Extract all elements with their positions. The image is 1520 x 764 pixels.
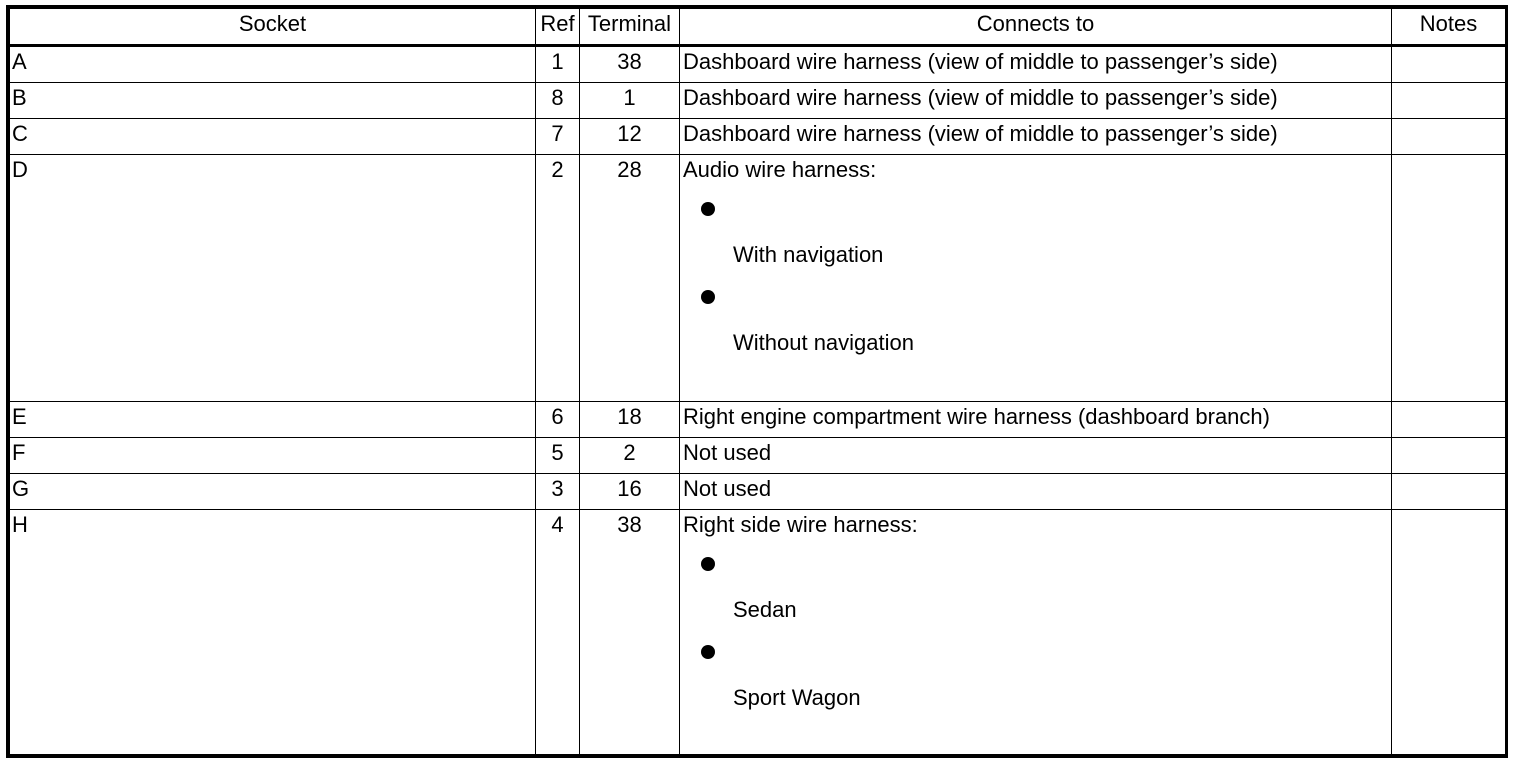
- ref-cell: 2: [536, 155, 580, 402]
- socket-cell: A: [10, 46, 536, 83]
- connects-to-cell: [680, 155, 1392, 402]
- terminal-cell: 1: [580, 83, 680, 119]
- socket-cell: G: [10, 474, 536, 510]
- table-row: [10, 474, 1506, 510]
- bullet-icon: [701, 557, 715, 571]
- bullet-icon: [701, 202, 715, 216]
- notes-cell: [1392, 83, 1506, 119]
- notes-cell: [1392, 119, 1506, 155]
- terminal-cell: 12: [580, 119, 680, 155]
- table-row: [10, 119, 1506, 155]
- bullet-list: [683, 202, 1391, 361]
- terminal-cell: 2: [580, 438, 680, 474]
- connects-to-heading: Audio wire harness:: [683, 157, 877, 182]
- terminal-cell: 38: [580, 510, 680, 755]
- notes-cell: [1392, 46, 1506, 83]
- connects-to-cell: Dashboard wire harness (view of middle to passenger’s side): [680, 119, 1392, 155]
- socket-cell: H: [10, 510, 536, 755]
- bullet-label: Without navigation: [733, 330, 914, 355]
- table-row: [10, 510, 1506, 755]
- bullet-icon: [701, 645, 715, 659]
- table-row: [10, 402, 1506, 438]
- header-terminal: Terminal: [580, 9, 680, 46]
- header-ref: Ref: [536, 9, 580, 46]
- header-notes: Notes: [1392, 9, 1506, 46]
- connects-to-cell: Dashboard wire harness (view of middle to passenger’s side): [680, 46, 1392, 83]
- notes-cell: [1392, 474, 1506, 510]
- notes-cell: [1392, 155, 1506, 402]
- connector-table-frame: [6, 5, 1508, 758]
- table-row: [10, 438, 1506, 474]
- connects-to-cell: Dashboard wire harness (view of middle to passenger’s side): [680, 83, 1392, 119]
- table-row: [10, 155, 1506, 402]
- socket-cell: F: [10, 438, 536, 474]
- terminal-cell: 16: [580, 474, 680, 510]
- header-socket: Socket: [10, 9, 536, 46]
- bullet-label: Sedan: [733, 597, 797, 622]
- bullet-label: With navigation: [733, 242, 884, 267]
- ref-cell: 5: [536, 438, 580, 474]
- ref-cell: 1: [536, 46, 580, 83]
- ref-cell: 8: [536, 83, 580, 119]
- terminal-cell: 28: [580, 155, 680, 402]
- terminal-cell: 18: [580, 402, 680, 438]
- list-item: [683, 290, 1391, 361]
- list-item: [683, 202, 1391, 273]
- list-item: [683, 557, 1391, 628]
- table-row: [10, 46, 1506, 83]
- connects-to-cell: [680, 510, 1392, 755]
- connects-to-cell: Right engine compartment wire harness (dashboard branch): [680, 402, 1392, 438]
- connects-to-cell: Not used: [680, 474, 1392, 510]
- socket-cell: C: [10, 119, 536, 155]
- notes-cell: [1392, 438, 1506, 474]
- list-item: [683, 645, 1391, 716]
- bullet-list: [683, 557, 1391, 716]
- ref-cell: 4: [536, 510, 580, 755]
- table-row: [10, 83, 1506, 119]
- notes-cell: [1392, 402, 1506, 438]
- bullet-icon: [701, 290, 715, 304]
- socket-cell: B: [10, 83, 536, 119]
- connects-to-cell: Not used: [680, 438, 1392, 474]
- socket-cell: D: [10, 155, 536, 402]
- bullet-label: Sport Wagon: [733, 685, 861, 710]
- ref-cell: 7: [536, 119, 580, 155]
- connector-table: [9, 8, 1506, 755]
- terminal-cell: 38: [580, 46, 680, 83]
- ref-cell: 6: [536, 402, 580, 438]
- notes-cell: [1392, 510, 1506, 755]
- header-connects-to: Connects to: [680, 9, 1392, 46]
- socket-cell: E: [10, 402, 536, 438]
- connects-to-heading: Right side wire harness:: [683, 512, 918, 537]
- ref-cell: 3: [536, 474, 580, 510]
- table-header-row: [10, 9, 1506, 46]
